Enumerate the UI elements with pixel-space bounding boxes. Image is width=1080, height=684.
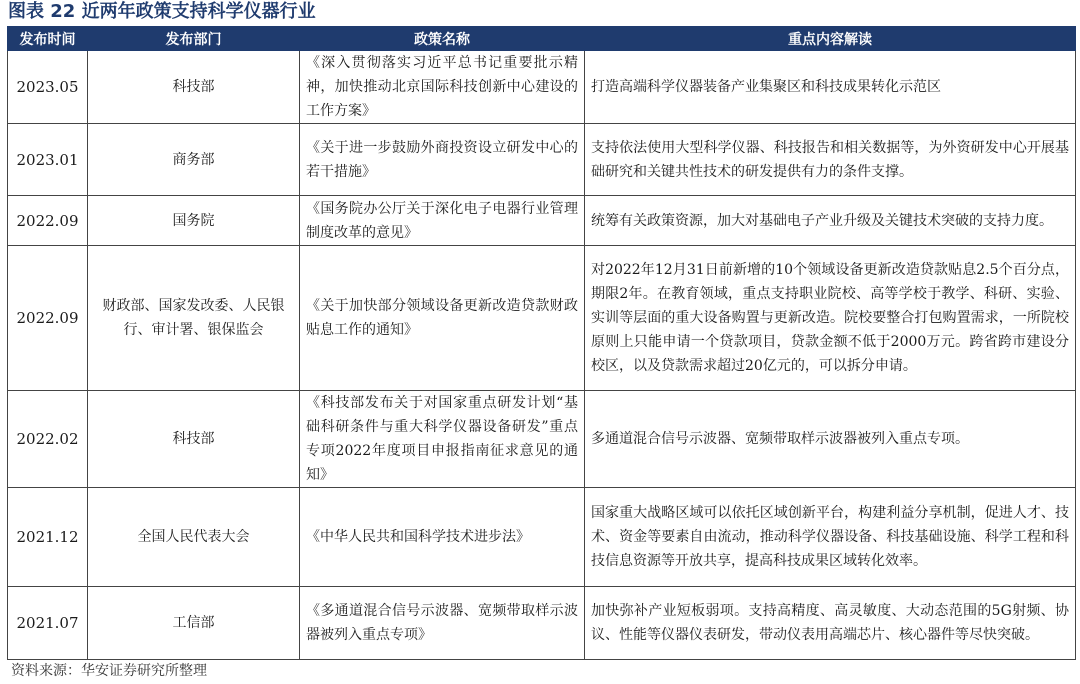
row-policy-name: 《多通道混合信号示波器、宽频带取样示波器被列入重点专项》 — [300, 587, 585, 660]
row-date: 2022.09 — [8, 196, 88, 246]
row-department: 科技部 — [88, 51, 300, 124]
header-department: 发布部门 — [88, 27, 300, 51]
policy-table — [7, 26, 1076, 660]
row-date: 2021.07 — [8, 587, 88, 660]
source-note: 资料来源：华安证券研究所整理 — [11, 663, 207, 679]
row-date: 2023.01 — [8, 124, 88, 196]
row-policy-name: 《关于进一步鼓励外商投资设立研发中心的若干措施》 — [300, 124, 585, 196]
row-key-content: 打造高端科学仪器装备产业集聚区和科技成果转化示范区 — [585, 51, 1076, 124]
table-row — [8, 196, 1076, 246]
figure-title: 图表 22 近两年政策支持科学仪器行业 — [8, 1, 316, 22]
table-header-row — [8, 27, 1076, 51]
row-policy-name: 《深入贯彻落实习近平总书记重要批示精神，加快推动北京国际科技创新中心建设的工作方案》 — [300, 51, 585, 124]
row-department: 科技部 — [88, 391, 300, 488]
row-policy-name: 《关于加快部分领域设备更新改造贷款财政贴息工作的通知》 — [300, 246, 585, 391]
header-date: 发布时间 — [8, 27, 88, 51]
row-key-content: 支持依法使用大型科学仪器、科技报告和相关数据等，为外资研发中心开展基础研究和关键共性技术的研发提供有力的条件支撑。 — [585, 124, 1076, 196]
row-key-content: 国家重大战略区域可以依托区域创新平台，构建利益分享机制，促进人才、技术、资金等要素自由流动，推动科学仪器设备、科技基础设施、科学工程和科技信息资源等开放共享，提高科技成果区域转化效率。 — [585, 488, 1076, 587]
row-policy-name: 《科技部发布关于对国家重点研发计划“基础科研条件与重大科学仪器设备研发”重点专项2022年度项目申报指南征求意见的通知》 — [300, 391, 585, 488]
row-key-content: 统筹有关政策资源，加大对基础电子产业升级及关键技术突破的支持力度。 — [585, 196, 1076, 246]
table-row — [8, 391, 1076, 488]
row-key-content: 对2022年12月31日前新增的10个领域设备更新改造贷款贴息2.5个百分点，期限2年。在教育领域，重点支持职业院校、高等学校于教学、科研、实验、实训等层面的重大设备购置与更新改造。院校要整合打包购置需求，一所院校原则上只能申请一个贷款项目，贷款金额不低于2000万元。跨省跨市建设分校区，以及贷款需求超过20亿元的，可以拆分申请。 — [585, 246, 1076, 391]
row-policy-name: 《国务院办公厅关于深化电子电器行业管理制度改革的意见》 — [300, 196, 585, 246]
row-department: 财政部、国家发改委、人民银行、审计署、银保监会 — [88, 246, 300, 391]
row-department: 国务院 — [88, 196, 300, 246]
row-date: 2022.09 — [8, 246, 88, 391]
table-row — [8, 51, 1076, 124]
table-row — [8, 587, 1076, 660]
row-date: 2022.02 — [8, 391, 88, 488]
row-department: 工信部 — [88, 587, 300, 660]
row-key-content: 加快弥补产业短板弱项。支持高精度、高灵敏度、大动态范围的5G射频、协议、性能等仪器仪表研发，带动仪表用高端芯片、核心器件等尽快突破。 — [585, 587, 1076, 660]
row-date: 2023.05 — [8, 51, 88, 124]
policy-table-container — [7, 26, 1075, 660]
row-department: 商务部 — [88, 124, 300, 196]
row-key-content: 多通道混合信号示波器、宽频带取样示波器被列入重点专项。 — [585, 391, 1076, 488]
header-policy-name: 政策名称 — [300, 27, 585, 51]
row-policy-name: 《中华人民共和国科学技术进步法》 — [300, 488, 585, 587]
table-row — [8, 124, 1076, 196]
table-row — [8, 488, 1076, 587]
row-department: 全国人民代表大会 — [88, 488, 300, 587]
table-row — [8, 246, 1076, 391]
row-date: 2021.12 — [8, 488, 88, 587]
header-key-content: 重点内容解读 — [585, 27, 1076, 51]
